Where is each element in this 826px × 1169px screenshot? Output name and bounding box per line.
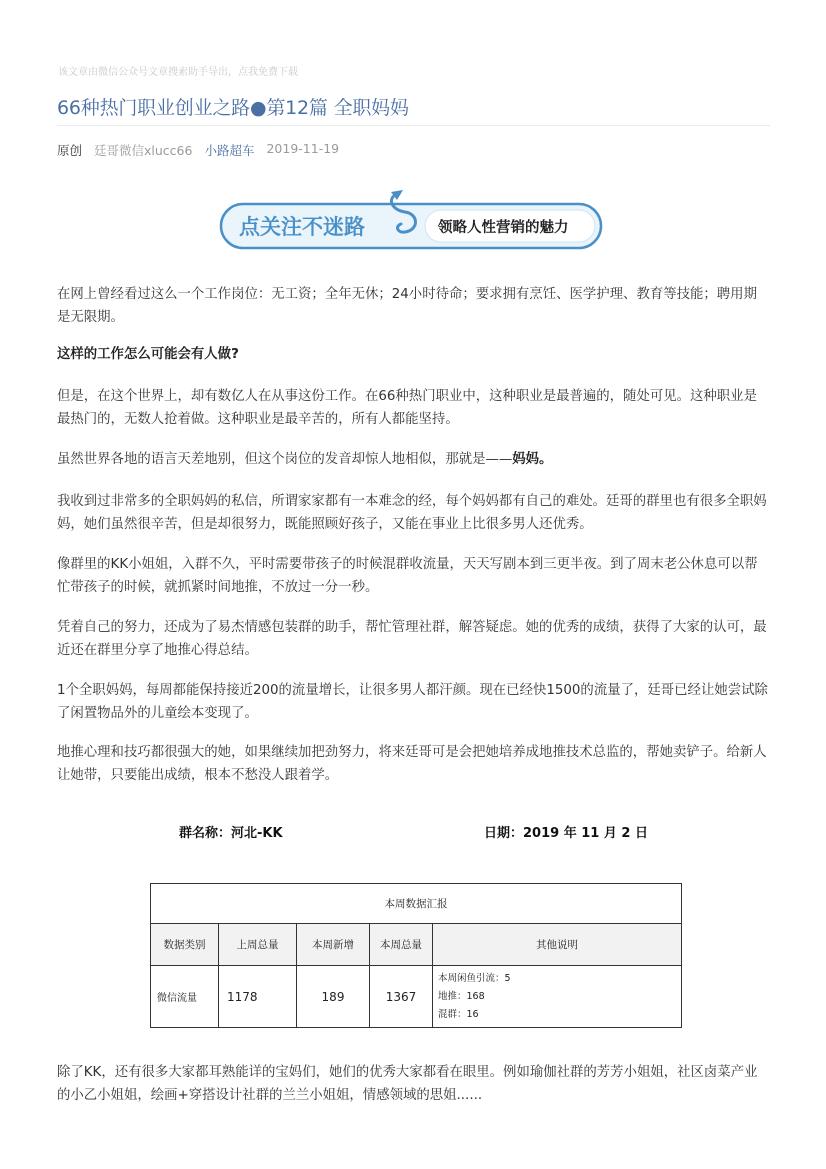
- paragraph-8: 1个全职妈妈，每周都能保持接近200的流量增长，让很多男人都汗颜。现在已经快1500的流量了，廷哥已经让她尝试除了闲置物品外的儿童绘本变现了。: [57, 683, 768, 721]
- header-total-this-week: 本周总量: [370, 924, 433, 966]
- article-meta: [57, 141, 339, 159]
- author-name: 廷哥微信xlucc66: [94, 143, 193, 158]
- paragraph-5: 我收到过非常多的全职妈妈的私信，所谓家家都有一本难念的经，每个妈妈都有自己的难处。廷哥的群里也有很多全职妈妈，她们虽然很辛苦，但是却很努力，既能照顾好孩子，又能在事业上比很多男人还优秀。: [57, 494, 767, 532]
- paragraph-question: 这样的工作怎么可能会有人做?: [57, 347, 239, 362]
- paragraph-10: 除了KK，还有很多大家都耳熟能详的宝妈们，她们的优秀大家都看在眼里。例如瑜伽社群的芳芳小姐姐，社区卤菜产业的小乙小姐姐，绘画+穿搭设计社群的兰兰小姐姐，情感领域的思姐......: [57, 1065, 758, 1103]
- paragraph-1: 在网上曾经看过这么一个工作岗位：无工资；全年无休；24小时待命；要求拥有烹饪、医学护理、教育等技能；聘用期是无限期。: [57, 287, 757, 325]
- follow-banner: [219, 186, 603, 252]
- export-notice[interactable]: 该文章由微信公众号文章搜索助手导出，点我免费下载: [58, 67, 298, 78]
- account-link[interactable]: 小路超车: [204, 143, 255, 158]
- paragraph-3: 但是，在这个世界上，却有数亿人在从事这份工作。在66种热门职业中，这种职业是最普遍的，随处可见。这种职业是最热门的，无数人抢着做。这种职业是最辛苦的，所有人都能坚持。: [57, 389, 757, 427]
- original-tag: 原创: [57, 143, 83, 158]
- table-row: [151, 966, 682, 1028]
- header-category: 数据类别: [151, 924, 219, 966]
- banner-right-text: 领略人性营销的魅力: [438, 220, 569, 236]
- table-header-row: [151, 924, 682, 966]
- note-line: 混群：16: [438, 1008, 479, 1020]
- group-name-label: 群名称：河北-KK: [179, 826, 283, 841]
- paragraph-4-text: 虽然世界各地的语言天差地别，但这个岗位的发音却惊人地相似，那就是——: [57, 452, 513, 467]
- paragraph-9: 地推心理和技巧都很强大的她，如果继续加把劲努力，将来廷哥可是会把她培养成地推技术总监的，帮她卖铲子。给新人让她带，只要能出成绩，根本不愁没人跟着学。: [57, 745, 767, 783]
- title-divider: [57, 125, 770, 126]
- cell-notes: [433, 966, 682, 1028]
- publish-date: 2019-11-19: [266, 141, 340, 156]
- article-title: 66种热门职业创业之路●第12篇 全职妈妈: [57, 97, 409, 119]
- paragraph-6: 像群里的KK小姐姐，入群不久，平时需要带孩子的时候混群收流量，天天写剧本到三更半夜。到了周末老公休息可以帮忙带孩子的时候，就抓紧时间地推，不放过一分一秒。: [57, 557, 758, 595]
- cell-category: 微信流量: [151, 966, 219, 1028]
- highlight-mama: 妈妈。: [512, 452, 553, 467]
- table-caption: 本周数据汇报: [151, 884, 682, 924]
- paragraph-7: 凭着自己的努力，还成为了易杰情感包装群的助手，帮忙管理社群，解答疑虑。她的优秀的成绩，获得了大家的认可，最近还在群里分享了地推心得总结。: [57, 620, 767, 658]
- cell-last-week: 1178: [219, 966, 297, 1028]
- note-line: 地推：168: [438, 990, 485, 1002]
- header-notes: 其他说明: [433, 924, 682, 966]
- header-new-this-week: 本周新增: [297, 924, 370, 966]
- report-date-label: 日期：2019 年 11 月 2 日: [484, 826, 648, 841]
- weekly-report-table: [150, 883, 682, 1028]
- cell-total-this-week: 1367: [370, 966, 433, 1028]
- banner-left-text: 点关注不迷路: [239, 216, 365, 239]
- header-last-week: 上周总量: [219, 924, 297, 966]
- paragraph-4: [57, 448, 770, 471]
- cell-new-this-week: 189: [297, 966, 370, 1028]
- note-line: 本周闲鱼引流：5: [438, 972, 511, 984]
